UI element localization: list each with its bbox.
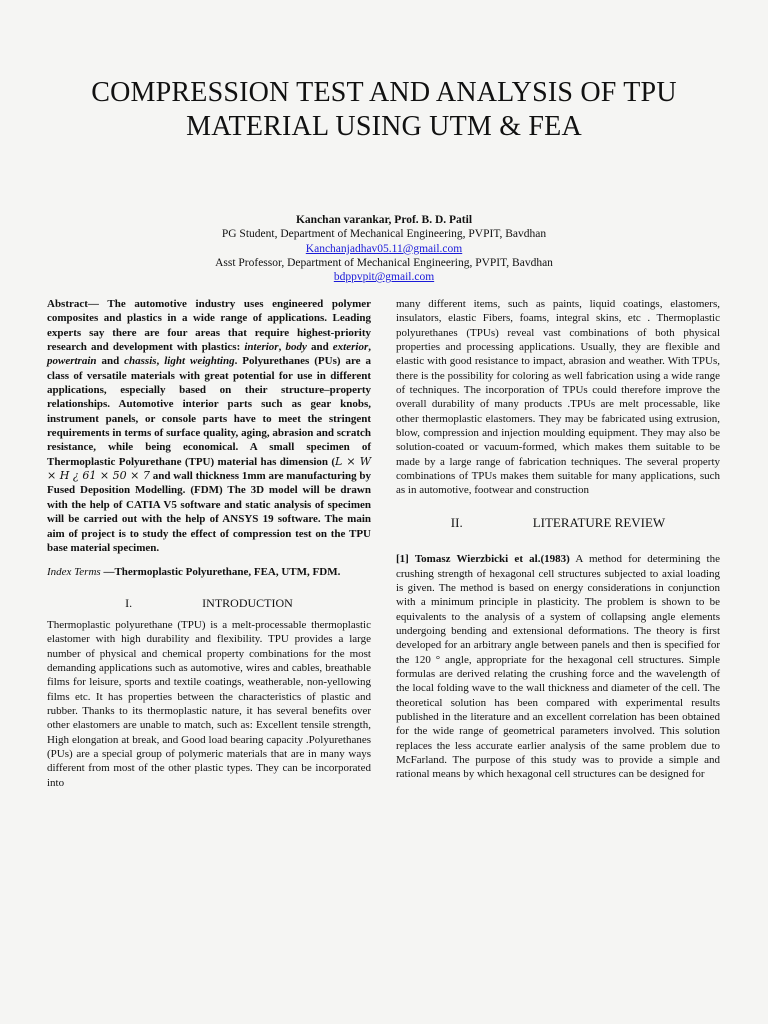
abstract-sep-2: and	[306, 341, 333, 354]
introduction-paragraph: Thermoplastic polyurethane (TPU) is a melt-processable thermoplastic elastomer with high durability and flexibility. TPU provides a large number of physical and chemical property combinations for the most demanding applications such as automotive, wires and cables, breathable films for leisure, sports and textile coatings, weatherable, non-yellowing films etc. It has properties between the characteristics of plastic and rubber. Thanks to its thermoplastic nature, it has several benefits over other elastomers are unable to match, such as: Excellent tensile strength, High elongation at break, and Good load bearing capacity .Polyurethanes (PUs) are a special group of polymeric materials that are in many ways different from most of the other plastic types. They can be incorporated into	[47, 618, 371, 789]
section-title: LITERATURE REVIEW	[532, 514, 666, 530]
author-block	[84, 213, 684, 284]
author-email-2[interactable]: bdppvpit@gmail.com	[333, 271, 435, 284]
section-number: I.	[125, 595, 133, 610]
introduction-continued: many different items, such as paints, liquid coatings, elastomers, insulators, elastic Fibers, foams, integral skins, etc . Thermoplastic polyurethanes (TPUs) reveal vast combinations of both physical properties and processing applications. Usually, they are flexible and elastic with good resistance to impact, abrasion and weather. With TPUs, there is the possibility for coloring as well fabrication using a wide range of techniques. The incorporation of TPUs could therefore improve the overall durability of many products .TPUs are melt processable, like other thermoplastic elastomers. They may be fabricated using extrusion, blow, compression and injection moulding equipment. They may also be solution-coated or vacuum-formed, which makes them suitable to be made by a large range of fabrication techniques. The several property combinations of TPUs makes them suitable for many applications, such as in automotive, footwear and construction	[396, 298, 720, 497]
abstract-text-1: Abstract— The automotive industry uses engineered polymer composites and plastics in a wide range of applications. Leading experts say there are four areas that require highest-priority research and development with plastics:	[47, 298, 371, 354]
right-column	[396, 297, 720, 782]
section-title: INTRODUCTION	[202, 595, 293, 610]
reference-text: A method for determining the crushing strength of hexagonal cell structures subjected to axial loading is given. The method is based on energy considerations in conjunction with a minimum principle in plasticity. The problem is shown to be equivalents to the analysis of a system of collapsing angle elements undergoing bending and extensional deformations. The theory is first developed for an arbitrary angle between panels and then is specified for the 120 ° angle, appropriate for the hexagonal cell structures. Simple formulas are derived relating the crushing force and the wavelength of the local folding wave to the wall thickness and diameter of the cell. The theoretical solution has been compared with experimental results published in the literature and an excellent correlation has been obtained for the wide range of geometrical parameters involved. This solution replaces the less accurate earlier analysis of the same problem due to McFarland. The purpose of this study was to provide a simple and rational means by which hexagonal cell structures can be designed for	[396, 553, 720, 781]
abstract-sep-1: ,	[278, 341, 286, 354]
left-column	[47, 297, 371, 790]
abstract-text-3: and wall thickness 1mm are manufacturing by Fused Deposition Modelling. (FDM) The 3D model will be drawn with the help of CATIA V5 software and static analysis of specimen will be carried out with the help of ANSYS 19 software. The main aim of project is to study the effect of compression test on the TPU base material specimen.	[47, 470, 371, 554]
abstract	[47, 297, 371, 555]
author-email-1[interactable]: Kanchanjadhav05.11@gmail.com	[305, 242, 463, 255]
abstract-italic-chassis: chassis	[124, 355, 157, 368]
section-heading-literature-review	[396, 516, 720, 530]
abstract-text-2: . Polyurethanes (PUs) are a class of versatile materials with great potential for use in different applications, especially based on their structure–property relationships. Automotive interior parts such as gear knobs, instrument panels, or console parts have to meet the stringent requirements in terms of surface quality, aging, abrasion and scratch resistance, while being economical. A small specimen of Thermoplastic Polyurethane (TPU) material has dimension (	[47, 355, 371, 468]
reference-tag: [1] Tomasz Wierzbicki et al.(1983)	[396, 553, 570, 566]
paper-title	[40, 76, 728, 144]
author-affiliation-1: PG Student, Department of Mechanical Engineering, PVPIT, Bavdhan	[221, 228, 547, 241]
title-line-1: COMPRESSION TEST AND ANALYSIS OF TPU	[91, 77, 677, 108]
abstract-italic-light-weighting: light weighting	[164, 355, 235, 368]
abstract-italic-body: body	[285, 341, 307, 354]
abstract-italic-powertrain: powertrain	[47, 355, 97, 368]
reference-paragraph-1	[396, 552, 720, 782]
section-heading-introduction	[47, 596, 371, 610]
abstract-italic-exterior: exterior	[332, 341, 369, 354]
section-number: II.	[450, 514, 463, 530]
index-terms-label: Index Terms	[47, 566, 101, 579]
abstract-sep-4: and	[96, 355, 125, 368]
abstract-italic-interior: interior	[244, 341, 279, 354]
title-line-2: MATERIAL USING UTM & FEA	[186, 111, 582, 142]
dimension-formula: L × W × H ¿ 61 × 50 × 7	[47, 454, 372, 483]
index-terms	[47, 565, 371, 579]
index-terms-text: —Thermoplastic Polyurethane, FEA, UTM, FDM.	[100, 566, 341, 579]
author-affiliation-2: Asst Professor, Department of Mechanical Engineering, PVPIT, Bavdhan	[215, 256, 553, 269]
abstract-sep-3: ,	[368, 341, 371, 354]
author-names: Kanchan varankar, Prof. B. D. Patil	[295, 214, 473, 226]
abstract-sep-5: ,	[156, 355, 165, 368]
